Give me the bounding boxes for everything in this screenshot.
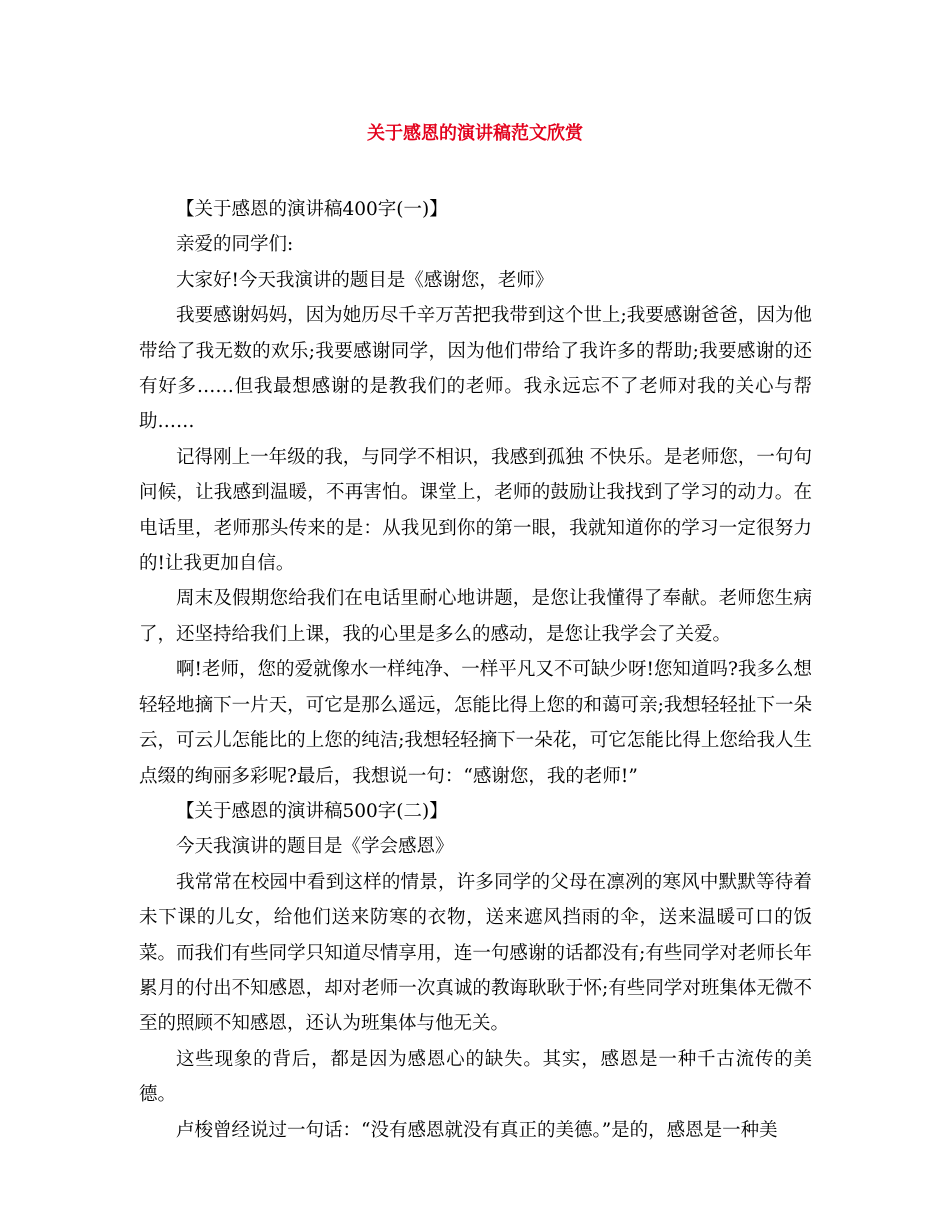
paragraph: 这些现象的背后，都是因为感恩心的缺失。其实，感恩是一种千古流传的美德。 bbox=[139, 1048, 812, 1106]
paragraph: 我要感谢妈妈，因为她历尽千辛万苦把我带到这个世上;我要感谢爸爸，因为他带给了我无数的欢乐;我要感谢同学，因为他们带给了我许多的帮助;我要感谢的还有好多……但我最想感谢的是教我们的老师。我永远忘不了老师对我的关心与帮助…… bbox=[139, 305, 812, 433]
section-heading: 【关于感恩的演讲稿500字(二)】 bbox=[176, 800, 448, 822]
paragraph: 今天我演讲的题目是《学会感恩》 bbox=[176, 836, 454, 858]
paragraph: 大家好!今天我演讲的题目是《感谢您，老师》 bbox=[176, 269, 554, 291]
document-body bbox=[139, 192, 812, 1148]
paragraph: 我常常在校园中看到这样的情景，许多同学的父母在凛冽的寒风中默默等待着未下课的儿女，给他们送来防寒的衣物，送来遮风挡雨的伞，送来温暖可口的饭菜。而我们有些同学只知道尽情享用，连一句感谢的话都没有;有些同学对老师长年累月的付出不知感恩，却对老师一次真诚的教诲耿耿于怀;有些同学对班集体无微不至的照顾不知感恩，还认为班集体与他无关。 bbox=[139, 871, 812, 1035]
paragraph: 啊!老师，您的爱就像水一样纯净、一样平凡又不可缺少呀!您知道吗?我多么想轻轻地摘下一片天，可它是那么遥远，怎能比得上您的和蔼可亲;我想轻轻扯下一朵云，可云儿怎能比的上您的纯洁;我想轻轻摘下一朵花，可它怎能比得上您给我人生点缀的绚丽多彩呢?最后，我想说一句：“感谢您，我的老师!” bbox=[139, 659, 812, 787]
paragraph: 周末及假期您给我们在电话里耐心地讲题，是您让我懂得了奉献。老师您生病了，还坚持给我们上课，我的心里是多么的感动，是您让我学会了关爱。 bbox=[139, 588, 812, 645]
document-title: 关于感恩的演讲稿范文欣赏 bbox=[367, 123, 583, 144]
section-heading: 【关于感恩的演讲稿400字(一)】 bbox=[176, 199, 448, 220]
paragraph: 卢梭曾经说过一句话：“没有感恩就没有真正的美德。”是的，感恩是一种美 bbox=[176, 1119, 778, 1141]
salutation: 亲爱的同学们: bbox=[176, 234, 294, 256]
paragraph: 记得刚上一年级的我，与同学不相识，我感到孤独 不快乐。是老师您，一句句问候，让我感到温暖，不再害怕。课堂上，老师的鼓励让我找到了学习的动力。在电话里，老师那头传来的是：从我见到你的第一眼，我就知道你的学习一定很努力的!让我更加自信。 bbox=[139, 446, 812, 575]
